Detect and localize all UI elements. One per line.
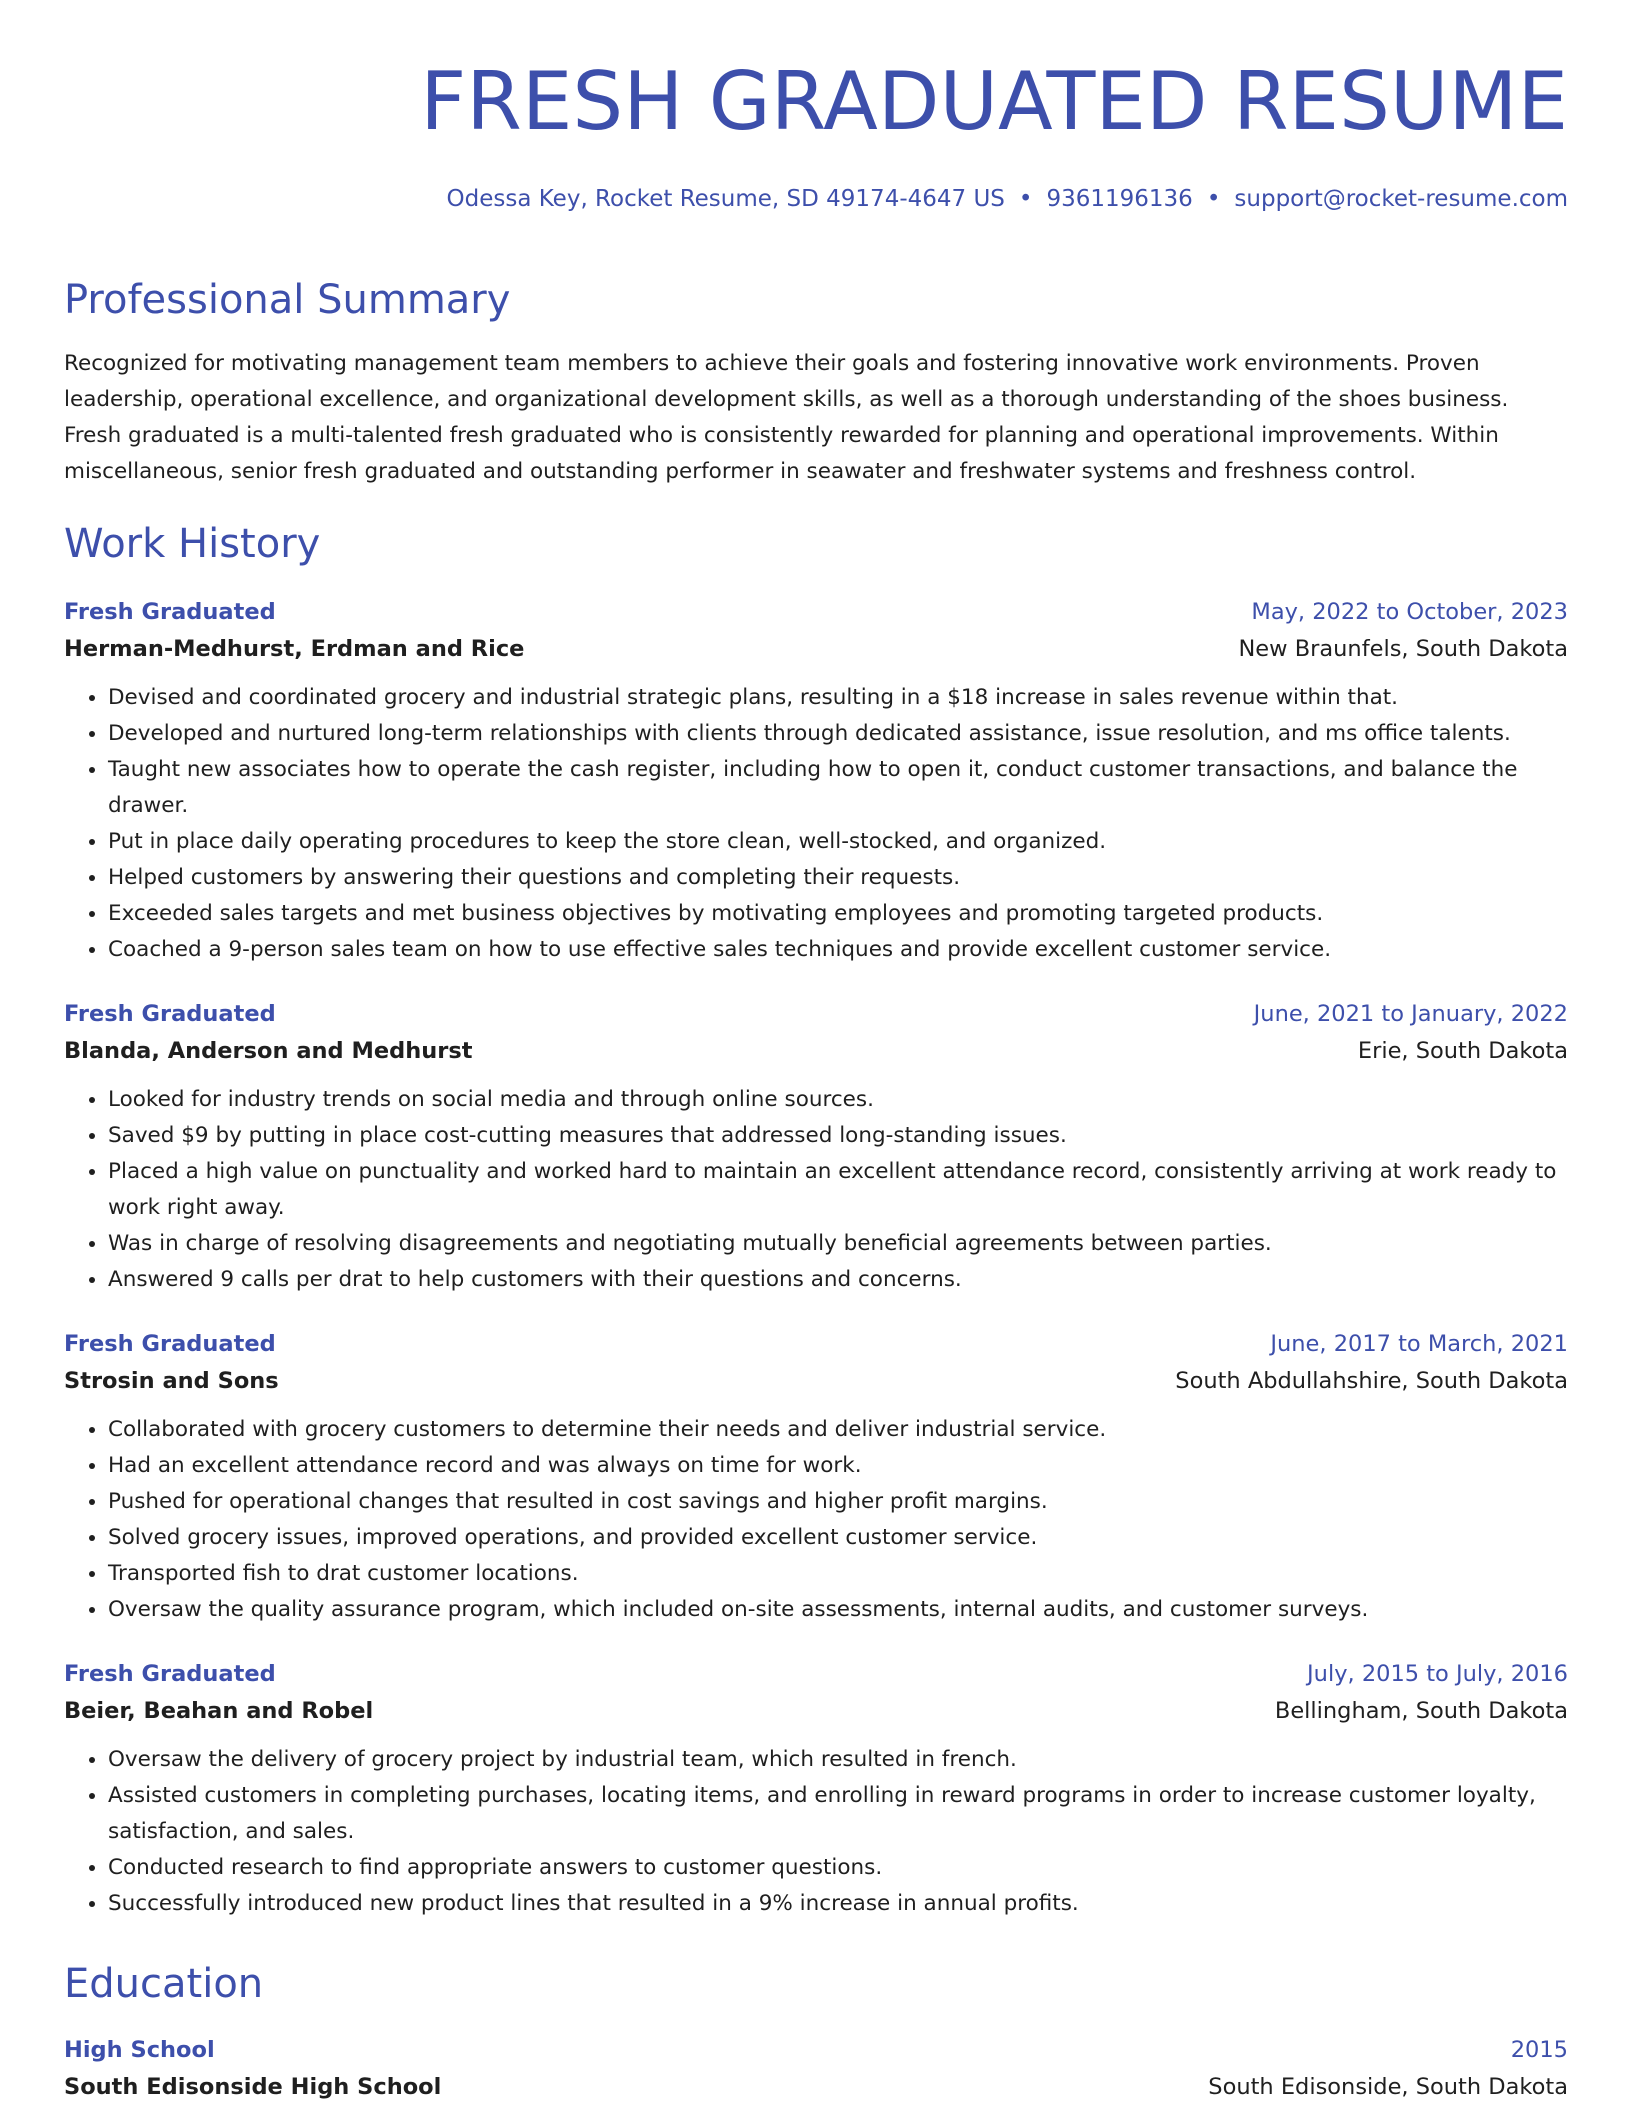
job-bullet: • Oversaw the delivery of grocery project by industrial team, which resulted in french. <box>108 1742 1568 1778</box>
job-bullets <box>64 1412 1568 1628</box>
job-entry <box>64 594 1568 968</box>
contact-email: support@rocket-resume.com <box>1234 186 1568 212</box>
job-title: Fresh Graduated <box>64 1331 276 1357</box>
education-degree: High School <box>64 2037 215 2063</box>
job-title: Fresh Graduated <box>64 1001 276 1027</box>
job-bullet: • Conducted research to find appropriate answers to customer questions. <box>108 1850 1568 1886</box>
job-bullet: • Pushed for operational changes that resulted in cost savings and higher profit margins. <box>108 1484 1568 1520</box>
job-bullet: • Had an excellent attendance record and was always on time for work. <box>108 1448 1568 1484</box>
job-company: Beier, Beahan and Robel <box>64 1698 374 1724</box>
job-location: New Braunfels, South Dakota <box>1238 636 1568 662</box>
education-entry <box>64 2032 1568 2106</box>
resume-name: FRESH GRADUATED RESUME <box>420 55 1568 148</box>
job-dates: June, 2017 to March, 2021 <box>1270 1331 1568 1357</box>
education-heading: Education <box>64 1961 264 2007</box>
resume-header <box>64 0 1568 216</box>
work-history-heading: Work History <box>64 521 321 567</box>
job-bullet: • Saved $9 by putting in place cost-cutting measures that addressed long-standing issues. <box>108 1118 1568 1154</box>
job-company: Blanda, Anderson and Medhurst <box>64 1038 473 1064</box>
job-entry <box>64 1326 1568 1628</box>
job-bullet: • Collaborated with grocery customers to determine their needs and deliver industrial service. <box>108 1412 1568 1448</box>
job-bullet: • Helped customers by answering their questions and completing their requests. <box>108 860 1568 896</box>
education-school: South Edisonside High School <box>64 2074 442 2100</box>
job-bullet: • Answered 9 calls per drat to help customers with their questions and concerns. <box>108 1262 1568 1298</box>
job-location: Erie, South Dakota <box>1357 1038 1568 1064</box>
job-bullet: • Transported fish to drat customer locations. <box>108 1556 1568 1592</box>
job-entry <box>64 996 1568 1298</box>
contact-separator: • <box>1018 186 1033 212</box>
job-bullet: • Looked for industry trends on social media and through online sources. <box>108 1082 1568 1118</box>
job-location: South Abdullahshire, South Dakota <box>1175 1368 1568 1394</box>
job-bullet: • Was in charge of resolving disagreements and negotiating mutually beneficial agreements between parties. <box>108 1226 1568 1262</box>
summary-heading: Professional Summary <box>64 277 511 323</box>
education-year: 2015 <box>1510 2037 1568 2063</box>
job-bullet: • Devised and coordinated grocery and industrial strategic plans, resulting in a $18 increase in sales revenue within that. <box>108 680 1568 716</box>
job-entry <box>64 1656 1568 1922</box>
job-bullet: • Taught new associates how to operate the cash register, including how to open it, conduct customer transactions, and balance the drawer. <box>108 752 1568 824</box>
job-bullet: • Developed and nurtured long-term relationships with clients through dedicated assistance, issue resolution, and ms office talents. <box>108 716 1568 752</box>
job-dates: May, 2022 to October, 2023 <box>1251 599 1568 625</box>
job-bullet: • Solved grocery issues, improved operations, and provided excellent customer service. <box>108 1520 1568 1556</box>
job-location: Bellingham, South Dakota <box>1274 1698 1568 1724</box>
job-bullet: • Coached a 9-person sales team on how to use effective sales techniques and provide excellent customer service. <box>108 932 1568 968</box>
job-title: Fresh Graduated <box>64 599 276 625</box>
job-bullet: • Placed a high value on punctuality and worked hard to maintain an excellent attendance record, consistently arriving at work ready to work right away. <box>108 1154 1568 1226</box>
job-bullet: • Exceeded sales targets and met business objectives by motivating employees and promoting targeted products. <box>108 896 1568 932</box>
summary-text: Recognized for motivating management team members to achieve their goals and fostering innovative work environments. Proven leadership, operational excellence, and organizational development skills, as well as a thorough understanding of the shoes business. Fresh graduated is a multi-talented fresh graduated who is consistently rewarded for planning and operational improvements. Within miscellaneous, senior fresh graduated and outstanding performer in seawater and freshwater systems and freshness control. <box>64 351 1509 484</box>
job-title: Fresh Graduated <box>64 1661 276 1687</box>
education-location: South Edisonside, South Dakota <box>1208 2074 1568 2100</box>
job-bullet: • Assisted customers in completing purchases, locating items, and enrolling in reward programs in order to increase customer loyalty, satisfaction, and sales. <box>108 1778 1568 1850</box>
job-bullet: • Successfully introduced new product lines that resulted in a 9% increase in annual profits. <box>108 1886 1568 1922</box>
contact-line <box>64 182 1568 216</box>
contact-separator: • <box>1206 186 1221 212</box>
job-bullet: • Oversaw the quality assurance program, which included on-site assessments, internal audits, and customer surveys. <box>108 1592 1568 1628</box>
job-company: Herman-Medhurst, Erdman and Rice <box>64 636 525 662</box>
job-dates: July, 2015 to July, 2016 <box>1307 1661 1568 1687</box>
job-company: Strosin and Sons <box>64 1368 279 1394</box>
contact-address: Odessa Key, Rocket Resume, SD 49174-4647 US <box>446 186 1005 212</box>
job-dates: June, 2021 to January, 2022 <box>1253 1001 1568 1027</box>
contact-phone: 9361196136 <box>1046 186 1193 212</box>
job-bullets <box>64 1742 1568 1922</box>
job-bullets <box>64 680 1568 968</box>
job-bullets <box>64 1082 1568 1298</box>
job-bullet: • Put in place daily operating procedures to keep the store clean, well-stocked, and organized. <box>108 824 1568 860</box>
